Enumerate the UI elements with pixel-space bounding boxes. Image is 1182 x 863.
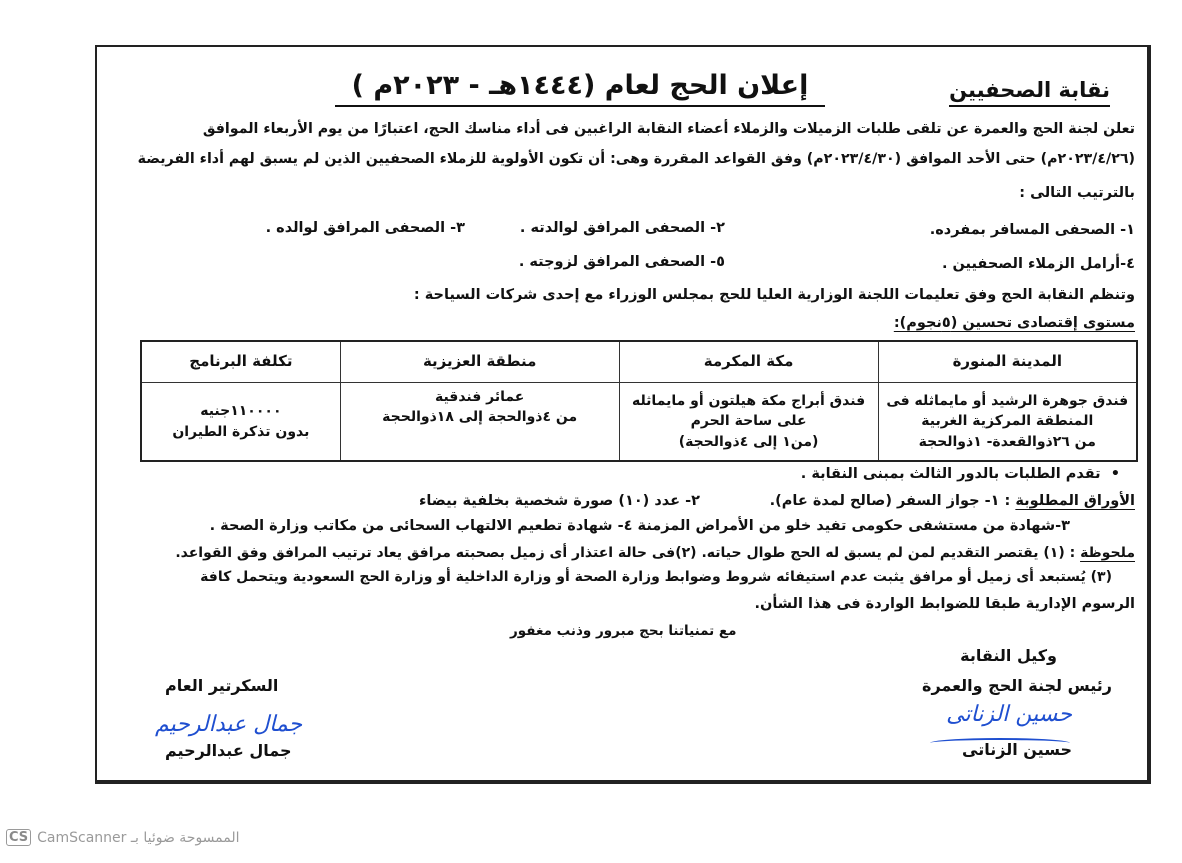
- cell-line: فندق جوهرة الرشيد أو مايماثله فى: [886, 393, 1129, 410]
- header-cost: تكلفة البرنامج: [141, 341, 340, 383]
- cell-line: (من١ إلى ٤ذوالحجة): [678, 433, 819, 450]
- table-header-row: [141, 341, 1137, 383]
- docs-colon: :: [1004, 493, 1016, 509]
- right-title-2: رئيس لجنة الحج والعمرة: [922, 676, 1112, 695]
- cell-line: بدون تذكرة الطيران: [172, 423, 310, 440]
- cell-line: فندق أبراج مكة هيلتون أو مايماثله: [631, 393, 866, 410]
- table-row: [141, 383, 1137, 462]
- closing-text: مع تمنياتنا بحج مبرور وذنب مغفور: [510, 623, 737, 639]
- cell-aziziyah: [340, 383, 619, 462]
- intro-line-2: (٢٠٢٣/٤/٢٦م) حتى الأحد الموافق (٢٠٢٣/٤/٣٠م) وفق القواعد المقررة وهى: أن تكون الأولوية للزملاء الصحفيين الذين لم يسبق لهم أداء الفريضة: [137, 151, 1135, 167]
- left-signature: جمال عبدالرحيم: [155, 712, 303, 737]
- docs-item-2: ٢- عدد (١٠) صورة شخصية بخلفية بيضاء: [418, 493, 700, 509]
- cell-line: من ٤ذوالحجة إلى ١٨ذوالحجة: [382, 409, 578, 426]
- cell-line: عمائر فندقية: [434, 389, 525, 405]
- org-name: نقابة الصحفيين: [949, 78, 1110, 107]
- bullet-text: تقدم الطلبات بالدور الثالث بمبنى النقابة .: [800, 466, 1101, 482]
- cell-line: المنطقة المركزية الغربية: [921, 413, 1094, 430]
- docs-line: [770, 493, 1135, 509]
- note-label: ملحوظة: [1080, 545, 1135, 561]
- bullet-item: [801, 466, 1120, 482]
- watermark-text: الممسوحة ضوئيا بـ CamScanner: [37, 829, 240, 846]
- header-madinah: المدينة المنورة: [878, 341, 1137, 383]
- note-text-1: : (١) يقتصر التقديم لمن لم يسبق له الحج طوال حياته. (٢)فى حالة اعتذار أى زميل بصحبته مرافق يعاد ترتيب المرافق وفق القواعد.: [175, 545, 1081, 561]
- priority-4: ٤-أرامل الزملاء الصحفيين .: [941, 256, 1135, 272]
- page-title: إعلان الحج لعام (١٤٤٤هـ - ٢٠٢٣م ): [335, 70, 825, 107]
- priority-5: ٥- الصحفى المرافق لزوجته .: [518, 254, 725, 270]
- right-name: حسين الزناتى: [962, 740, 1072, 759]
- priority-2: ٢- الصحفى المرافق لوالدته .: [519, 220, 725, 236]
- cell-line: من ٢٦ذوالقعدة- ١ذوالحجة: [918, 433, 1096, 450]
- note-line-2: (٣) يُستبعد أى زميل أو مرافق يثبت عدم استيفائه شروط وضوابط وزارة الصحة أو وزارة الداخلية أو وزارة الحج السعودية ويتحمل كافة: [200, 569, 1112, 585]
- intro-line-1: تعلن لجنة الحج والعمرة عن تلقى طلبات الزميلات والزملاء أعضاء النقابة الراغبين فى أداء مناسك الحج، اعتبارًا من يوم الأربعاء الموافق: [202, 121, 1135, 137]
- camscanner-watermark: [6, 829, 240, 846]
- bullet-icon: •: [1100, 466, 1120, 482]
- docs-item-1: ١- جواز السفر (صالح لمدة عام).: [769, 493, 1000, 509]
- cell-cost: [141, 383, 340, 462]
- cell-line: على ساحة الحرم: [690, 413, 807, 430]
- cell-line: ١١٠٠٠٠جنيه: [200, 403, 282, 420]
- header-aziziyah: منطقة العزيزية: [340, 341, 619, 383]
- docs-label: الأوراق المطلوبة: [1015, 493, 1135, 509]
- level-heading: مستوى إقتصادى تحسين (٥نجوم):: [893, 315, 1135, 331]
- intro-line-3: بالترتيب التالى :: [1019, 185, 1135, 201]
- priority-3: ٣- الصحفى المرافق لوالده .: [265, 220, 465, 236]
- cell-madinah: [878, 383, 1137, 462]
- cell-makkah: [619, 383, 878, 462]
- right-title-1: وكيل النقابة: [960, 646, 1057, 665]
- program-table: [140, 340, 1138, 462]
- note-line-3: الرسوم الإدارية طبقا للضوابط الواردة فى هذا الشأن.: [754, 596, 1135, 612]
- priority-1: ١- الصحفى المسافر بمفرده.: [929, 222, 1135, 238]
- camscanner-logo-icon: CS: [6, 829, 31, 846]
- left-name: جمال عبدالرحيم: [165, 741, 292, 760]
- organize-text: وتنظم النقابة الحج وفق تعليمات اللجنة الوزارية العليا للحج بمجلس الوزراء مع إحدى شركات السياحة :: [413, 287, 1135, 303]
- docs-item-3-4: ٣-شهادة من مستشفى حكومى تفيد خلو من الأمراض المزمنة ٤- شهادة تطعيم الالتهاب السحائى من مكاتب وزارة الصحة .: [209, 518, 1070, 534]
- header-makkah: مكة المكرمة: [619, 341, 878, 383]
- left-title: السكرتير العام: [165, 676, 279, 695]
- right-signature: حسين الزناتى: [946, 702, 1072, 727]
- note-line-1: [175, 545, 1135, 561]
